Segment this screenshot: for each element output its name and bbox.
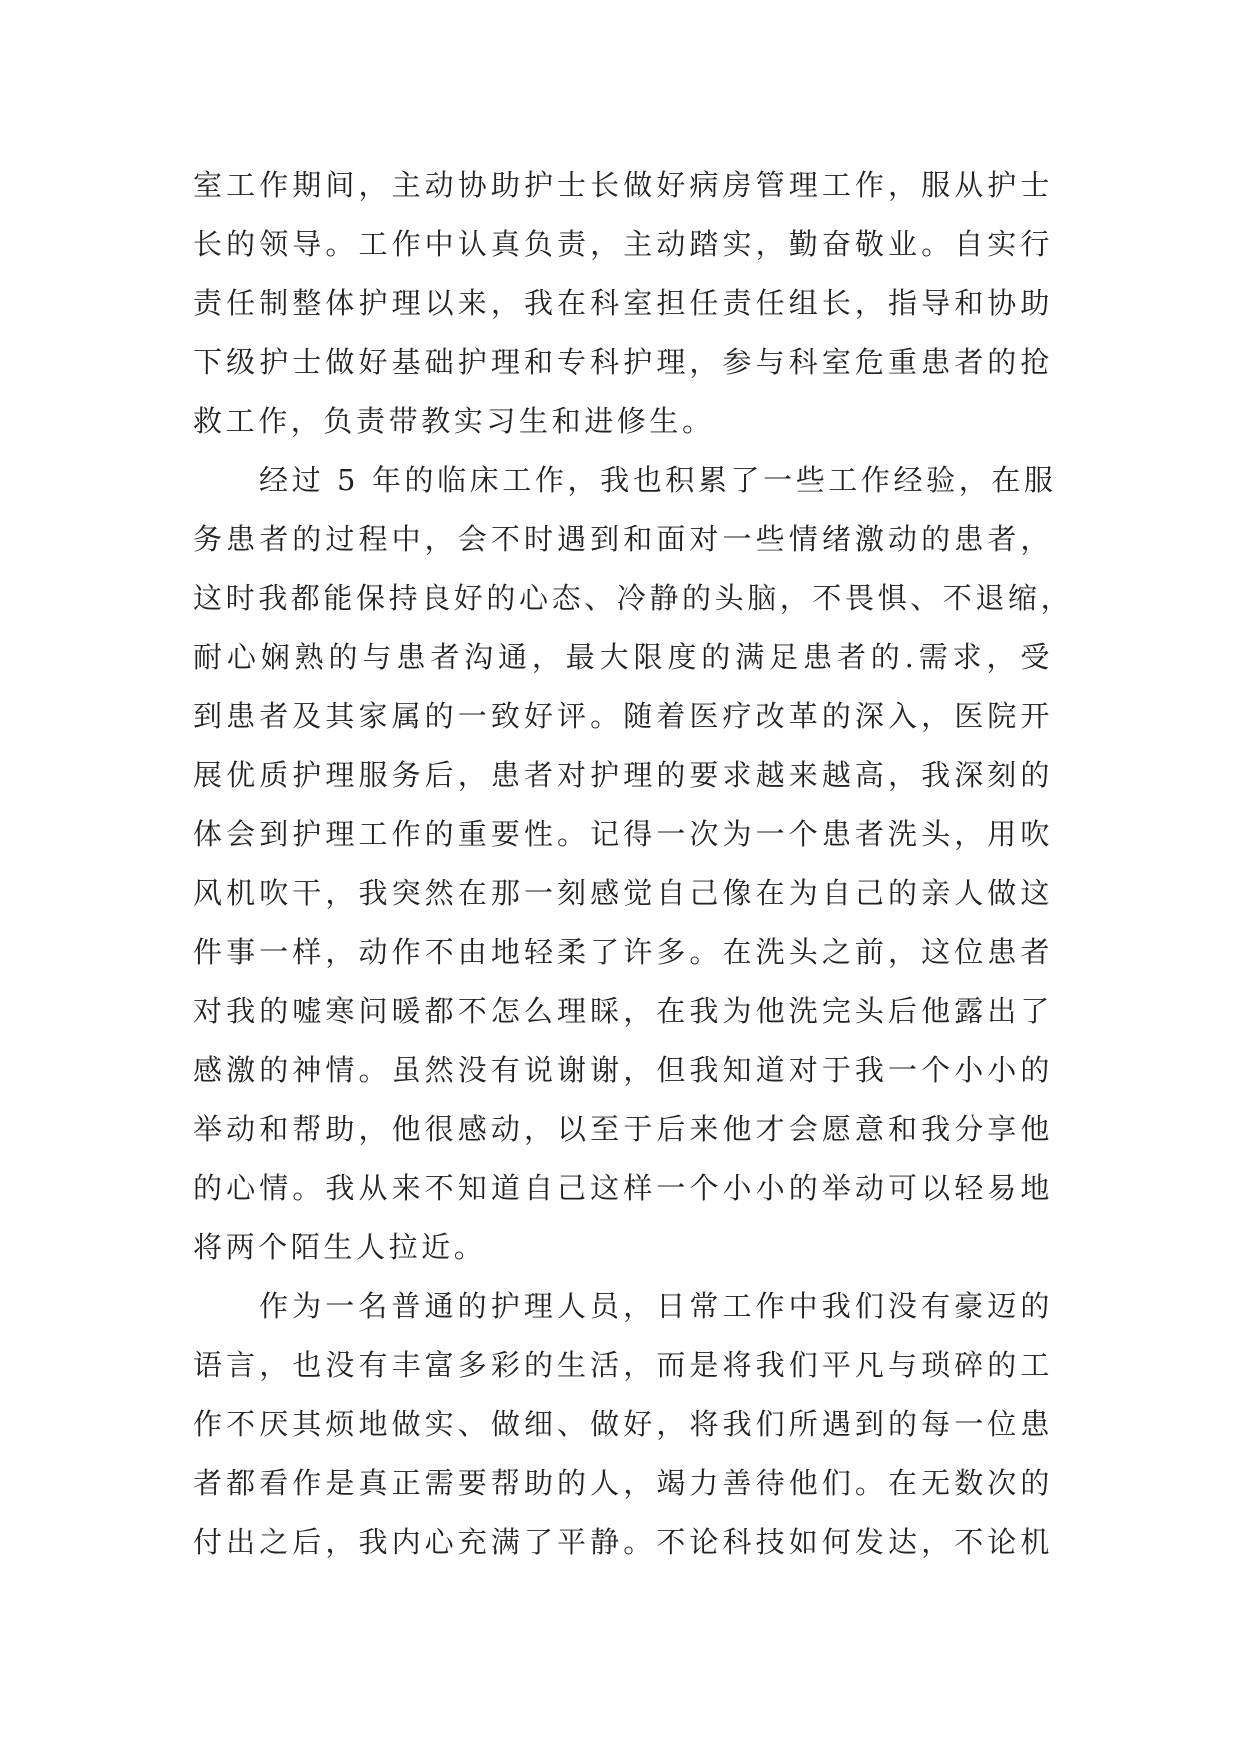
text-line: 经过 5 年的临床工作，我也积累了一些工作经验，在服 <box>259 463 1057 497</box>
text-line: 语言，也没有丰富多彩的生活，而是将我们平凡与琐碎的工 <box>193 1348 1053 1382</box>
text-line: 这时我都能保持良好的心态、冷静的头脑，不畏惧、不退缩， <box>193 581 1074 615</box>
text-line: 务患者的过程中，会不时遇到和面对一些情绪激动的患者， <box>193 522 1053 556</box>
text-line: 举动和帮助，他很感动，以至于后来他才会愿意和我分享他 <box>193 1112 1053 1146</box>
text-line: 耐心娴熟的与患者沟通，最大限度的满足患者的.需求，受 <box>193 640 1053 674</box>
document-body <box>193 156 1074 1572</box>
text-line: 作不厌其烦地做实、做细、做好，将我们所遇到的每一位患 <box>193 1407 1053 1441</box>
text-line: 感激的神情。虽然没有说谢谢，但我知道对于我一个小小的 <box>193 1053 1053 1087</box>
text-line: 风机吹干，我突然在那一刻感觉自己像在为自己的亲人做这 <box>193 876 1053 910</box>
text-line: 下级护士做好基础护理和专科护理，参与科室危重患者的抢 <box>193 345 1053 379</box>
text-line: 室工作期间，主动协助护士长做好病房管理工作，服从护士 <box>193 168 1053 202</box>
paragraph <box>193 451 1074 1277</box>
text-line: 救工作，负责带教实习生和进修生。 <box>193 404 715 438</box>
text-line: 付出之后，我内心充满了平静。不论科技如何发达，不论机 <box>193 1525 1053 1559</box>
text-line: 展优质护理服务后，患者对护理的要求越来越高，我深刻的 <box>193 758 1053 792</box>
paragraph <box>193 1277 1053 1572</box>
text-line: 者都看作是真正需要帮助的人，竭力善待他们。在无数次的 <box>193 1466 1053 1500</box>
text-line: 将两个陌生人拉近。 <box>193 1230 487 1264</box>
paragraph <box>193 156 1053 451</box>
text-line: 责任制整体护理以来，我在科室担任责任组长，指导和协助 <box>193 286 1053 320</box>
text-line: 的心情。我从来不知道自己这样一个小小的举动可以轻易地 <box>193 1171 1053 1205</box>
text-line: 对我的嘘寒问暖都不怎么理睬，在我为他洗完头后他露出了 <box>193 994 1053 1028</box>
text-line: 作为一名普通的护理人员，日常工作中我们没有豪迈的 <box>259 1289 1053 1323</box>
text-line: 件事一样，动作不由地轻柔了许多。在洗头之前，这位患者 <box>193 935 1053 969</box>
text-line: 长的领导。工作中认真负责，主动踏实，勤奋敬业。自实行 <box>193 227 1053 261</box>
text-line: 到患者及其家属的一致好评。随着医疗改革的深入，医院开 <box>193 699 1053 733</box>
text-line: 体会到护理工作的重要性。记得一次为一个患者洗头，用吹 <box>193 817 1053 851</box>
